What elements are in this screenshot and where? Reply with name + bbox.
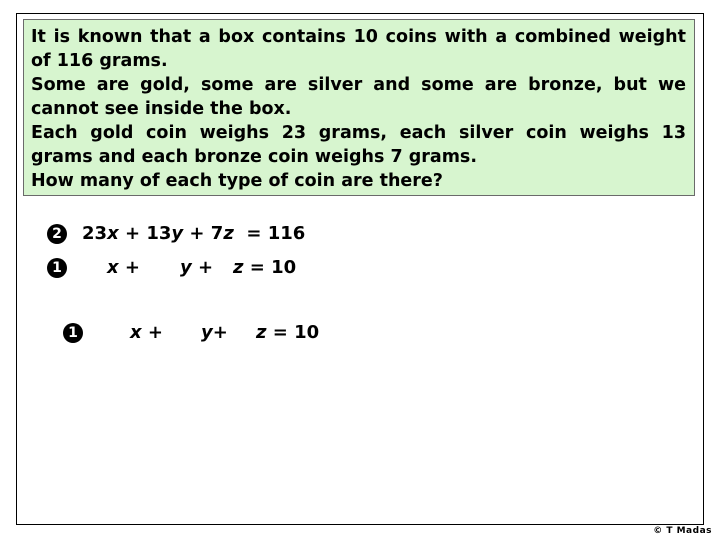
right-hand-side: = 10: [272, 322, 320, 343]
z-variable: z: [233, 257, 244, 278]
z-variable: z: [256, 322, 267, 343]
right-hand-side: = 10: [249, 257, 297, 278]
plus-sign: +: [198, 257, 214, 278]
plus-sign: +: [212, 322, 228, 343]
problem-line: cannot see inside the box.: [31, 99, 292, 119]
problem-line: grams and each bronze coin weighs 7 grams.: [31, 147, 477, 167]
x-variable: x: [107, 223, 119, 244]
y-variable: y: [201, 322, 213, 343]
x-coefficient: 23: [82, 223, 108, 244]
plus-sign: +: [147, 322, 163, 343]
count-equation-var: [130, 322, 163, 343]
problem-line: Each gold coin weighs 23 grams, each silver coin weighs 13: [31, 123, 686, 143]
count-equation-var: [233, 257, 296, 278]
y-variable: y: [180, 257, 192, 278]
count-equation-var: [201, 322, 228, 343]
problem-line: It is known that a box contains 10 coins with a combined weight: [31, 27, 686, 47]
plus-sign: +: [124, 257, 140, 278]
problem-line: How many of each type of coin are there?: [31, 171, 443, 191]
count-equation-var: [256, 322, 319, 343]
x-variable: x: [107, 257, 119, 278]
y-coefficient: 13: [146, 223, 172, 244]
plus-sign: +: [124, 223, 141, 244]
count-equation-var: [107, 257, 140, 278]
equation-number-badge: 2: [47, 224, 67, 244]
plus-sign: +: [189, 223, 205, 244]
weight-equation: [82, 223, 305, 244]
copyright-notice: © T Madas: [653, 526, 712, 536]
problem-line: of 116 grams.: [31, 51, 168, 71]
equation-number-badge: 1: [47, 258, 67, 278]
x-variable: x: [130, 322, 142, 343]
z-coefficient: 7: [210, 223, 224, 244]
problem-line: Some are gold, some are silver and some are bronze, but we: [31, 75, 686, 95]
problem-statement-box: [23, 19, 695, 196]
count-equation-var: [180, 257, 213, 278]
z-variable: z: [223, 223, 234, 244]
right-hand-side: = 116: [246, 223, 306, 244]
y-variable: y: [171, 223, 184, 244]
equation-number-badge: 1: [63, 323, 83, 343]
